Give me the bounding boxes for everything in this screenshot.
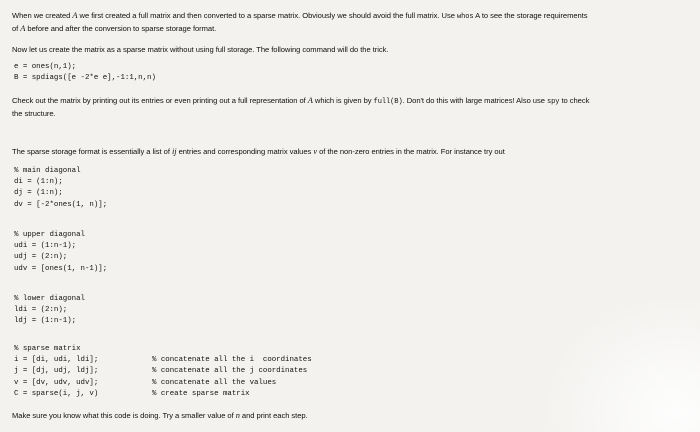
code-comment: % create sparse matrix bbox=[152, 389, 250, 398]
code-line: v = [dv, udv, udv]; bbox=[14, 378, 99, 387]
intro-text: A to see the storage requirements bbox=[473, 11, 588, 20]
text: Make sure you know what this code is doing. Try a smaller value of bbox=[12, 411, 236, 420]
text: which is given by bbox=[312, 96, 374, 105]
paragraph-make-sure bbox=[12, 410, 692, 422]
text: of the non-zero entries in the matrix. For instance try out bbox=[317, 147, 505, 156]
text: The sparse storage format is essentially a list of bbox=[12, 147, 172, 156]
code-line: udi = (1:n-1); bbox=[14, 242, 77, 251]
intro-text: When we created bbox=[12, 11, 73, 20]
code-line: i = [di, udi, ldi]; bbox=[14, 356, 99, 365]
var-v: v bbox=[313, 147, 318, 156]
intro-text: we first created a full matrix and then converted to a sparse matrix. Obviously we should avoid the full matrix. Use bbox=[77, 11, 457, 20]
code-block-lower-diagonal bbox=[14, 294, 85, 328]
var-ij: ij bbox=[171, 147, 177, 156]
text: . Don't do this with large matrices! Also use bbox=[402, 96, 547, 105]
code-comment: % concatenate all the j coordinates bbox=[152, 367, 308, 376]
code-spy: spy bbox=[546, 98, 560, 106]
code-line: ldi = (2:n); bbox=[14, 306, 68, 315]
code-comment: % concatenate all the values bbox=[152, 378, 277, 387]
code-comment: % concatenate all the i coordinates bbox=[152, 356, 312, 365]
text: and print each step. bbox=[239, 411, 308, 420]
code-block-main-diagonal bbox=[14, 166, 107, 211]
code-line: % sparse matrix bbox=[14, 345, 81, 353]
code-line: udv = [ones(1, n-1)]; bbox=[14, 264, 108, 273]
code-block-spdiags bbox=[14, 62, 156, 84]
intro-text: of bbox=[12, 24, 21, 33]
code-line: udj = (2:n); bbox=[14, 253, 68, 262]
code-whos: whos bbox=[456, 13, 474, 21]
var-A: A bbox=[72, 11, 78, 20]
var-A: A bbox=[20, 24, 26, 33]
var-n: n bbox=[235, 411, 240, 420]
paragraph-create-sparse: Now let us create the matrix as a sparse matrix without using full storage. The following command will do the trick. bbox=[12, 45, 389, 54]
var-A: A bbox=[307, 96, 313, 105]
paragraph-check-matrix bbox=[12, 95, 692, 120]
code-line: j = [dj, udj, ldj]; bbox=[14, 367, 99, 376]
code-line: % main diagonal bbox=[14, 167, 81, 175]
code-comments-sparse bbox=[152, 355, 312, 400]
intro-text: before and after the conversion to sparse storage format. bbox=[25, 24, 217, 33]
code-line: % lower diagonal bbox=[14, 295, 85, 303]
code-line: dj = (1:n); bbox=[14, 189, 63, 198]
code-full: full(B) bbox=[373, 98, 403, 106]
code-line: % upper diagonal bbox=[14, 231, 85, 239]
text: entries and corresponding matrix values bbox=[176, 147, 314, 156]
code-line: C = sparse(i, j, v) bbox=[14, 389, 99, 398]
text: the structure. bbox=[12, 109, 56, 118]
code-line: B = spdiags([e -2*e e],-1:1,n,n) bbox=[14, 74, 156, 83]
code-block-upper-diagonal bbox=[14, 230, 107, 275]
intro-paragraph bbox=[12, 10, 692, 35]
code-block-sparse-matrix bbox=[14, 344, 98, 400]
code-line: ldj = (1:n-1); bbox=[14, 317, 77, 326]
code-line: dv = [-2*ones(1, n)]; bbox=[14, 200, 108, 209]
code-line: di = (1:n); bbox=[14, 178, 63, 187]
text: Check out the matrix by printing out its entries or even printing out a full representation of bbox=[12, 96, 308, 105]
code-line: e = ones(n,1); bbox=[14, 63, 77, 71]
text: to check bbox=[559, 96, 590, 105]
paragraph-storage-format bbox=[12, 146, 692, 158]
